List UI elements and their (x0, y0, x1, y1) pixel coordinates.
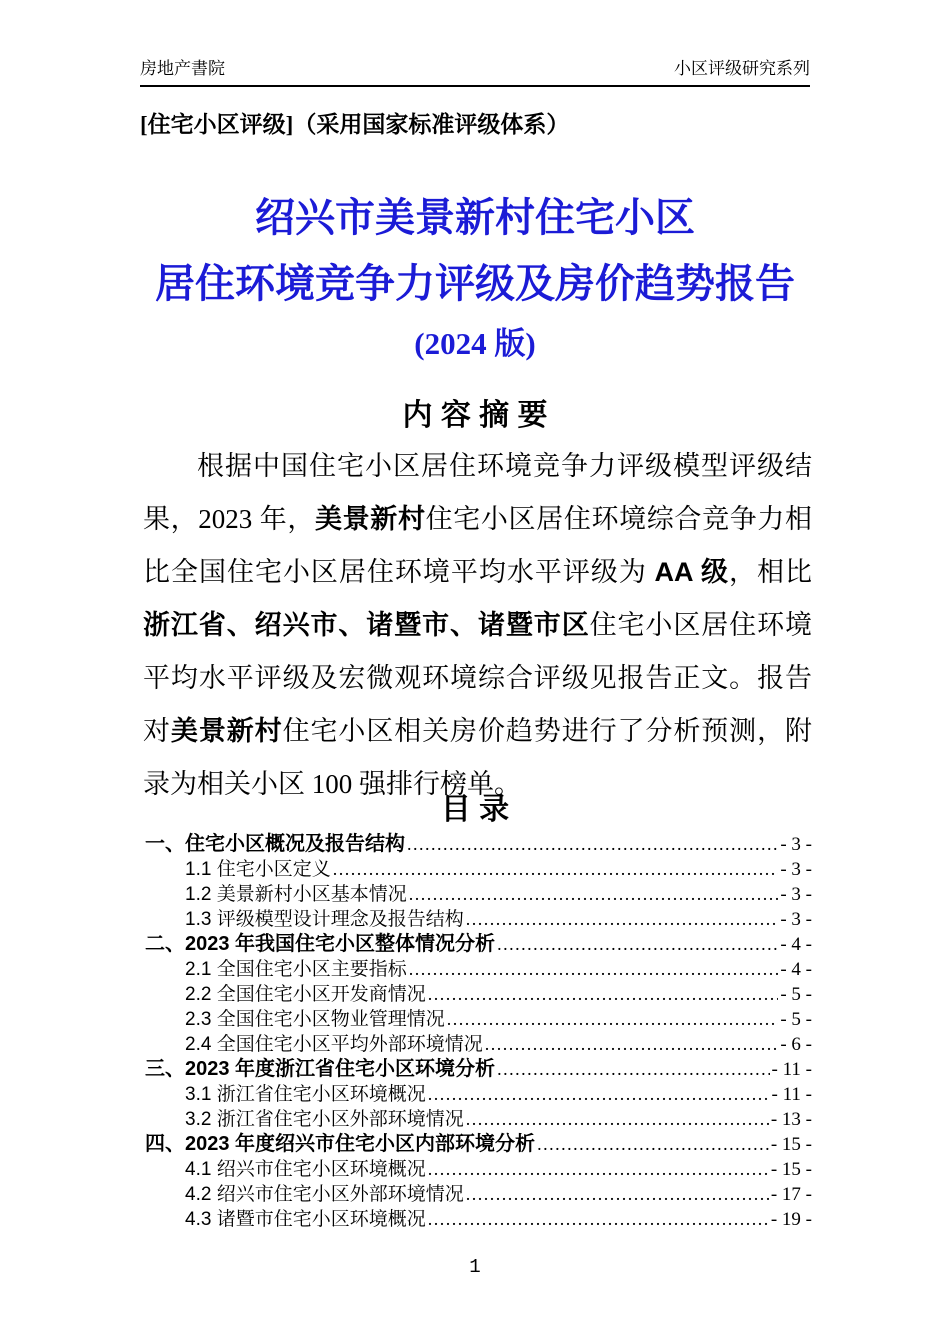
toc-item-label: 四、2023 年度绍兴市住宅小区内部环境分析 (145, 1133, 536, 1155)
toc-item-page: - 17 - (770, 1184, 812, 1205)
toc-item-label: 3.1 浙江省住宅小区环境概况 (185, 1084, 426, 1105)
toc-item (145, 1107, 812, 1132)
toc-leader-dots (333, 857, 779, 882)
toc-item-page: - 19 - (770, 1209, 812, 1230)
summary-segment: ，相比 (729, 557, 813, 587)
toc-item-label: 2.2 全国住宅小区开发商情况 (185, 984, 426, 1005)
toc-item-label: 1.3 评级模型设计理念及报告结构 (185, 909, 464, 930)
toc-leader-dots (537, 1132, 769, 1157)
toc-item-label: 4.3 诸暨市住宅小区环境概况 (185, 1209, 426, 1230)
report-title-line1: 绍兴市美景新村住宅小区 (255, 195, 695, 240)
toc-item-page: - 3 - (780, 859, 812, 880)
toc-item-label: 1.1 住宅小区定义 (185, 859, 331, 880)
toc-leader-dots (409, 957, 779, 982)
toc-leader-dots (466, 1107, 769, 1132)
toc-list (145, 832, 812, 1232)
toc-item-page: - 15 - (770, 1134, 812, 1155)
toc-leader-dots (428, 982, 779, 1007)
toc-item (145, 1207, 812, 1232)
toc-item-page: - 11 - (771, 1059, 812, 1080)
toc-leader-dots (447, 1007, 779, 1032)
toc-item-label: 3.2 浙江省住宅小区外部环境情况 (185, 1109, 464, 1130)
toc-item (145, 1057, 812, 1082)
summary-segment: 住宅小区居住环境综合竞争力相比全国住宅小区居住环境平均水平评级为 (143, 504, 813, 587)
toc-item (145, 1032, 812, 1057)
toc-item (145, 857, 812, 882)
report-title-line2: 居住环境竞争力评级及房价趋势报告 (155, 261, 795, 306)
toc-item-page: - 15 - (770, 1159, 812, 1180)
toc-item-page: - 3 - (780, 909, 812, 930)
toc-item (145, 1157, 812, 1182)
toc-item (145, 1182, 812, 1207)
toc-item-page: - 11 - (771, 1084, 812, 1105)
report-category-line: [住宅小区评级]（采用国家标准评级体系） (140, 112, 570, 137)
toc-item-label: 一、住宅小区概况及报告结构 (145, 833, 405, 855)
toc-item (145, 832, 812, 857)
toc-item (145, 982, 812, 1007)
summary-segment: 住宅小区相关房价趋势进行了分析预测，附录为相关小区 100 强排行榜单。 (143, 716, 813, 799)
header-brand: 房地产書院 (140, 59, 225, 78)
toc-leader-dots (466, 1182, 769, 1207)
toc-item-label: 4.2 绍兴市住宅小区外部环境情况 (185, 1184, 464, 1205)
summary-segment-bold: 美景新村 (315, 504, 426, 534)
toc-item (145, 907, 812, 932)
toc-item (145, 1082, 812, 1107)
toc-item (145, 932, 812, 957)
toc-item (145, 1007, 812, 1032)
report-title-edition: (2024 版) (414, 326, 536, 361)
toc-item-page: - 3 - (780, 834, 812, 855)
toc-item-label: 2.3 全国住宅小区物业管理情况 (185, 1009, 445, 1030)
toc-leader-dots (409, 882, 779, 907)
toc-item-label: 三、2023 年度浙江省住宅小区环境分析 (145, 1058, 496, 1080)
toc-leader-dots (497, 1057, 769, 1082)
toc-leader-dots (428, 1207, 769, 1232)
toc-leader-dots (428, 1082, 770, 1107)
summary-segment-bold: 美景新村 (170, 716, 283, 746)
toc-item (145, 957, 812, 982)
toc-leader-dots (466, 907, 779, 932)
toc-item-label: 4.1 绍兴市住宅小区环境概况 (185, 1159, 426, 1180)
header-series: 小区评级研究系列 (674, 59, 810, 78)
toc-leader-dots (485, 1032, 779, 1057)
toc-item (145, 1132, 812, 1157)
toc-item-label: 二、2023 年我国住宅小区整体情况分析 (145, 933, 496, 955)
summary-segment: 根据中国住宅小区居住环境竞争力评级模型评级结果，2023 年， (143, 451, 812, 534)
toc-item-label: 2.4 全国住宅小区平均外部环境情况 (185, 1034, 483, 1055)
summary-paragraph (143, 440, 812, 811)
toc-item-page: - 6 - (780, 1034, 812, 1055)
toc-item-label: 1.2 美景新村小区基本情况 (185, 884, 407, 905)
toc-item-page: - 4 - (780, 959, 812, 980)
summary-heading: 内 容 摘 要 (402, 399, 548, 432)
toc-item-page: - 3 - (780, 884, 812, 905)
page-number: 1 (469, 1256, 481, 1278)
toc-item-page: - 5 - (780, 1009, 812, 1030)
toc-item-label: 2.1 全国住宅小区主要指标 (185, 959, 407, 980)
page-header (140, 58, 810, 87)
toc-leader-dots (407, 832, 778, 857)
toc-item-page: - 13 - (770, 1109, 812, 1130)
toc-leader-dots (428, 1157, 769, 1182)
summary-segment-bold: AA 级 (654, 557, 730, 587)
toc-heading: 目 录 (440, 793, 510, 826)
toc-item (145, 882, 812, 907)
toc-leader-dots (497, 932, 778, 957)
toc-item-page: - 5 - (780, 984, 812, 1005)
toc-item-page: - 4 - (780, 934, 812, 955)
summary-segment-bold: 浙江省、绍兴市、诸暨市、诸暨市区 (143, 610, 590, 640)
summary-segment: 住宅小区居住环境平均水平评级及宏微观环境综合评级见报告正文。报告对 (143, 610, 813, 746)
